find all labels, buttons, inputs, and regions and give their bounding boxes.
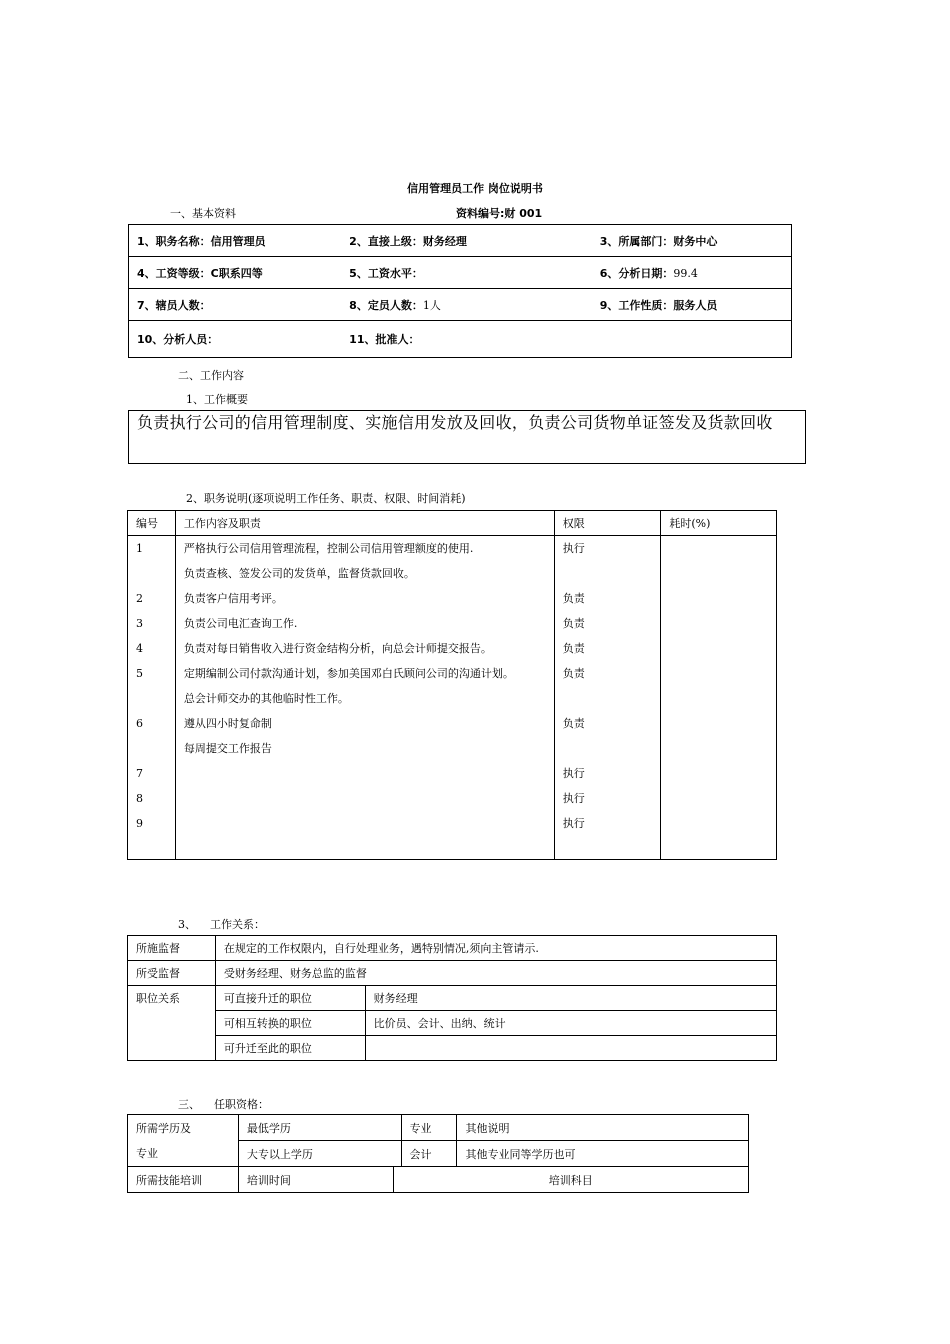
basic-info-cell <box>129 289 342 321</box>
duties-time-column <box>661 536 777 860</box>
doc-number: 资料编号:财 001 <box>456 207 543 220</box>
duty-authority: 负责 <box>562 642 585 655</box>
duty-no: 5 <box>136 667 143 680</box>
duty-authority: 负责 <box>562 592 585 605</box>
qualifications-table <box>127 1114 749 1193</box>
duty-content: 负责对每日销售收入进行资金结构分析，向总会计师提交报告。 <box>183 642 492 655</box>
basic-info-value: 服务人员 <box>673 298 718 312</box>
overview-label: 1、工作概要 <box>186 393 248 406</box>
duty-no: 3 <box>136 617 143 630</box>
duties-authority-column <box>554 536 661 860</box>
edu-label-top: 所需学历及 <box>128 1115 239 1141</box>
duty-content: 负责公司电汇查询工作. <box>183 617 298 630</box>
basic-info-row <box>129 289 792 321</box>
duties-no-column <box>128 536 176 860</box>
duty-no <box>136 567 167 592</box>
duty-content: 负责客户信用考评。 <box>183 592 283 605</box>
position-row-label: 可直接升迁的职位 <box>215 986 365 1011</box>
basic-info-label: 11、批准人： <box>349 333 420 346</box>
duties-header-authority: 权限 <box>554 511 661 536</box>
training-subject: 培训科目 <box>393 1167 748 1193</box>
basic-info-label: 8、定员人数： <box>349 298 423 312</box>
major-value: 会计 <box>401 1141 457 1167</box>
basic-info-label: 5、工资水平： <box>349 266 423 280</box>
duty-no <box>136 692 167 717</box>
other-header: 其他说明 <box>457 1115 749 1141</box>
relations-label: 3、 工作关系： <box>178 918 265 931</box>
min-edu-header: 最低学历 <box>238 1115 401 1141</box>
duties-header-row <box>128 511 777 536</box>
basic-info-value: 99.4 <box>673 266 698 280</box>
edu-label-bottom: 专业 <box>128 1141 239 1167</box>
duty-content: 每周提交工作报告 <box>183 742 272 755</box>
relations-row-supervise <box>128 936 777 961</box>
duty-authority: 负责 <box>562 667 585 680</box>
duties-table <box>127 510 777 860</box>
basic-info-table <box>128 224 792 358</box>
duties-header-time: 耗时(%) <box>661 511 777 536</box>
basic-info-cell <box>341 225 592 257</box>
basic-info-value: 财务中心 <box>673 234 718 248</box>
qual-row-3 <box>128 1167 749 1193</box>
supervise-text: 在规定的工作权限内，自行处理业务，遇特别情况,须向主管请示. <box>215 936 776 961</box>
min-edu-value: 大专以上学历 <box>238 1141 401 1167</box>
duty-no: 2 <box>136 592 143 605</box>
document-title: 信用管理员工作 岗位说明书 <box>407 182 543 195</box>
qual-row-1 <box>128 1115 749 1141</box>
supervised-label: 所受监督 <box>128 961 216 986</box>
basic-info-label: 6、分析日期： <box>599 266 674 280</box>
other-value: 其他专业同等学历也可 <box>457 1141 749 1167</box>
basic-info-cell <box>341 257 592 289</box>
training-time: 培训时间 <box>238 1167 393 1193</box>
position-row-value: 比价员、会计、出纳、统计 <box>365 1011 776 1036</box>
duties-header-content: 工作内容及职责 <box>175 511 554 536</box>
basic-info-cell <box>592 289 792 321</box>
duty-content: 严格执行公司信用管理流程，控制公司信用管理额度的使用. <box>183 542 474 555</box>
duties-content-column <box>175 536 554 860</box>
basic-info-label: 2、直接上级： <box>349 234 423 248</box>
duty-authority: 执行 <box>562 542 585 555</box>
basic-info-cell <box>592 321 792 358</box>
position-row-label: 可升迁至此的职位 <box>215 1036 365 1061</box>
basic-info-cell <box>129 225 342 257</box>
duty-no: 7 <box>136 767 143 780</box>
duty-content: 总会计师交办的其他临时性工作。 <box>183 692 349 705</box>
major-header: 专业 <box>401 1115 457 1141</box>
duty-content <box>184 767 546 792</box>
qualifications-label: 三、 任职资格： <box>178 1098 269 1111</box>
basic-info-cell <box>129 257 342 289</box>
relations-row-position-1 <box>128 986 777 1011</box>
duty-no: 8 <box>136 792 143 805</box>
basic-info-label: 4、工资等级： <box>137 266 211 280</box>
skills-label: 所需技能培训 <box>128 1167 239 1193</box>
position-row-label: 可相互转换的职位 <box>215 1011 365 1036</box>
duties-header-no: 编号 <box>128 511 176 536</box>
duties-label: 2、职务说明(逐项说明工作任务、职责、权限、时间消耗) <box>186 492 466 505</box>
basic-info-cell <box>592 225 792 257</box>
duty-no: 9 <box>136 817 143 830</box>
overview-box: 负责执行公司的信用管理制度、实施信用发放及回收，负责公司货物单证签发及货款回收 <box>128 410 806 464</box>
duty-authority: 负责 <box>562 617 585 630</box>
basic-info-cell <box>129 321 342 358</box>
basic-info-label: 1、职务名称： <box>137 234 211 248</box>
supervise-label: 所施监督 <box>128 936 216 961</box>
duty-authority <box>563 567 653 592</box>
duty-no <box>136 742 167 767</box>
basic-info-value: 1人 <box>422 298 441 312</box>
basic-info-row <box>129 257 792 289</box>
position-label: 职位关系 <box>128 986 216 1061</box>
duty-authority: 执行 <box>562 817 585 830</box>
position-row-value <box>365 1036 776 1061</box>
basic-info-row <box>129 321 792 358</box>
basic-info-label: 9、工作性质： <box>599 298 674 312</box>
duty-content: 负责查核、签发公司的发货单，监督货款回收。 <box>183 567 415 580</box>
duty-no: 1 <box>136 542 143 555</box>
relations-table <box>127 935 777 1061</box>
basic-info-cell <box>341 321 592 358</box>
duty-content: 定期编制公司付款沟通计划，参加美国邓白氏顾问公司的沟通计划。 <box>183 667 514 680</box>
basic-info-value: 财务经理 <box>422 234 467 248</box>
duty-content: 遵从四小时复命制 <box>183 717 272 730</box>
relations-row-supervised <box>128 961 777 986</box>
qual-row-2 <box>128 1141 749 1167</box>
basic-info-label: 3、所属部门： <box>599 234 674 248</box>
basic-info-label: 10、分析人员： <box>137 333 219 346</box>
basic-info-cell <box>592 257 792 289</box>
basic-info-value: 信用管理员 <box>210 234 266 248</box>
position-row-value: 财务经理 <box>365 986 776 1011</box>
section-work-content-label: 二、工作内容 <box>178 369 244 382</box>
relations-row-position-2 <box>128 1011 777 1036</box>
duty-authority: 负责 <box>562 717 585 730</box>
duty-no: 6 <box>136 717 143 730</box>
basic-info-label: 7、辖员人数： <box>137 298 211 312</box>
duty-authority <box>563 742 653 767</box>
basic-info-cell <box>341 289 592 321</box>
basic-info-value: C职系四等 <box>210 266 263 280</box>
basic-info-row <box>129 225 792 257</box>
supervised-text: 受财务经理、财务总监的监督 <box>215 961 776 986</box>
relations-row-position-3 <box>128 1036 777 1061</box>
duty-authority: 执行 <box>562 792 585 805</box>
duty-authority <box>563 692 653 717</box>
duties-body-row <box>128 536 777 860</box>
section-basic-info-label: 一、基本资料 <box>170 207 236 220</box>
duty-no: 4 <box>136 642 143 655</box>
duty-content <box>184 792 546 817</box>
duty-content <box>184 817 546 842</box>
duty-authority: 执行 <box>562 767 585 780</box>
